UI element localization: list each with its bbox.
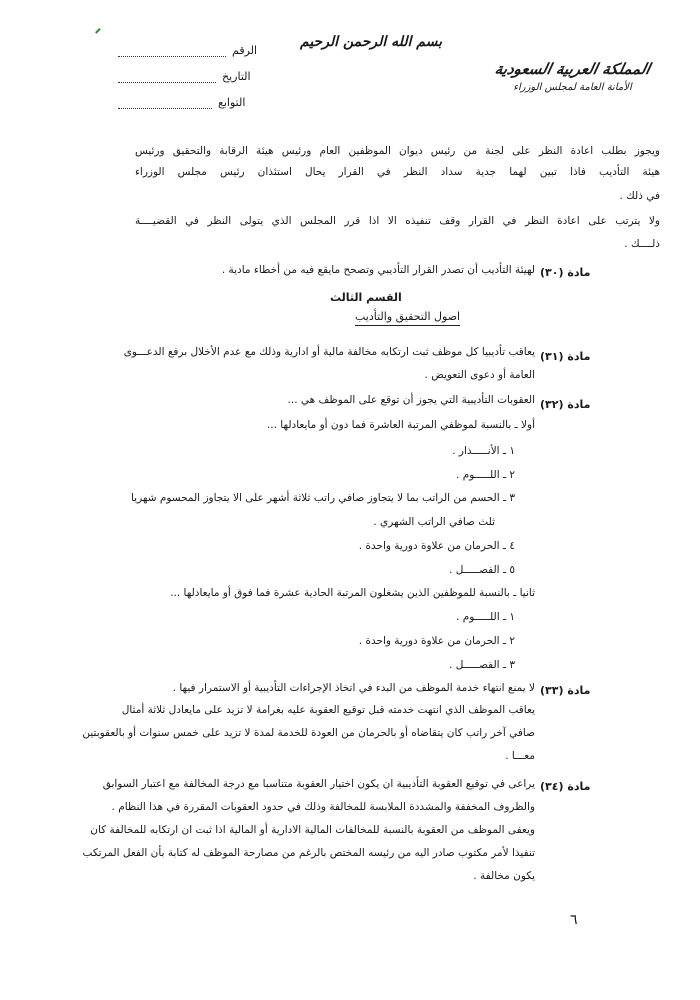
intro-p1-line3: في ذلك . — [619, 190, 660, 202]
penalty-group1-item2: ٢ ـ اللـــــوم . — [456, 469, 515, 481]
article-33-line3: صافي آخر راتب كان يتقاضاه أو بالحرمان من العودة للخدمة لمدة لا تزيد على خمس سنوات أو بالعقوبتين — [82, 727, 535, 739]
letterhead — [470, 60, 675, 93]
penalty-group2-item2: ٢ ـ الحرمان من علاوة دورية واحدة . — [358, 635, 515, 647]
intro-p2-line1: ولا يترتب على اعادة النظر في القرار وقف تنفيذه الا اذا قرر المجلس الذي يتولى النظر في القضيــــة — [135, 215, 660, 227]
attachments-label: التوابع — [218, 96, 246, 109]
secretariat-name: الأمانة العامة لمجلس الوزراء — [513, 82, 632, 93]
attachments-field — [118, 108, 212, 109]
article-32-label: مادة (٣٢) — [540, 398, 591, 411]
article-34-label: مادة (٣٤) — [540, 780, 591, 793]
date-label: التاريخ — [222, 70, 251, 83]
article-33-line4: معـــا . — [505, 750, 535, 762]
penalty-group1-item4: ٤ ـ الحرمان من علاوة دورية واحدة . — [358, 540, 515, 552]
penalty-group1-heading: أولا ـ بالنسبة لموظفي المرتبة العاشرة فما دون أو مايعادلها ... — [266, 419, 535, 431]
article-34-line4: تنفيذا لأمر مكتوب صادر اليه من رئيسه المختص بالرغم من مصارحة الموظف له كتابة بأن الفعل المرتكب — [82, 847, 535, 859]
intro-p1-line1: ويجوز بطلب اعادة النظر على لجنة من رئيس ديوان الموظفين العام ورئيس هيئة الرقابة والتحقيق ورئيس — [135, 145, 660, 157]
article-34-line3: ويعفى الموظف من العقوبة بالنسبة للمخالفات المالية الادارية أو المالية اذا ثبت ان ارتكابه للمخالفة كان — [90, 824, 535, 836]
article-34-line5: يكون مخالفة . — [473, 870, 535, 882]
article-30-label: مادة (٣٠) — [540, 266, 591, 279]
article-34-line1: يراعى في توقيع العقوبة التأديبية ان يكون اختيار العقوبة متناسبا مع درجة المخالفة مع اعتبار السوابق — [102, 778, 535, 790]
date-field — [118, 82, 216, 83]
penalty-group2-heading: ثانيا ـ بالنسبة للموظفين الذين يشغلون المرتبة الحادية عشرة فما فوق أو مايعادلها ... — [170, 587, 535, 599]
article-33-label: مادة (٣٣) — [540, 684, 591, 697]
number-field — [118, 56, 226, 57]
corner-mark — [95, 28, 105, 38]
number-label: الرقم — [232, 44, 258, 57]
intro-p2-line2: ذلــــك . — [624, 238, 660, 250]
article-31-line1: يعاقب تأديبيا كل موظف ثبت ارتكابه مخالفة مالية أو ادارية وذلك مع عدم الأخلال برفع الدعـــوى — [123, 346, 535, 358]
penalty-group2-item3: ٣ ـ الفصـــــل . — [449, 659, 515, 671]
article-33-line1: لا يمنع انتهاء خدمة الموظف من البدء في اتخاذ الإجراءات التأديبية أو الاستمرار فيها . — [172, 682, 535, 694]
article-32-line1: العقوبات التأديبية التي يجوز أن توقع على الموظف هي ... — [287, 394, 535, 406]
page-end-mark: ٦ — [570, 912, 578, 928]
penalty-group1-item1: ١ ـ الأنـــــذار . — [452, 445, 515, 457]
article-33-line2: يعاقب الموظف الذي انتهت خدمته قبل توقيع العقوبة عليه بغرامة لا تزيد على مايعادل ثلاثة أمثال — [121, 704, 535, 716]
intro-p1-line2: هيئة التأديب فاذا تبين لهما جدية سداد النظر في القرار يحال استئذان رئيس مجلس الوزراء — [135, 166, 660, 178]
section-subtitle: اصول التحقيق والتأديب — [355, 310, 460, 326]
penalty-group1-item3: ٣ ـ الحسم من الراتب بما لا يتجاوز صافي راتب ثلاثة أشهر على الا يتجاوز المحسوم شهريا — [130, 492, 515, 504]
article-31-label: مادة (٣١) — [540, 350, 591, 363]
section-title: القسم الثالث — [330, 291, 402, 304]
article-31-line2: العامة أو دعوى التعويض . — [424, 369, 535, 381]
penalty-group1-item5: ٥ ـ الفصـــــل . — [449, 564, 515, 576]
article-30-line1: لهيئة التأديب أن تصدر القرار التأديبي وتصحح مايقع فيه من أخطاء مادية . — [221, 264, 535, 276]
penalty-group2-item1: ١ ـ اللـــــوم . — [456, 611, 515, 623]
basmala: بسم الله الرحمن الرحيم — [300, 34, 442, 50]
article-34-line2: والظروف المخففة والمشددة الملابسة للمخالفة وذلك في حدود العقوبات المقررة في هذا النظام . — [111, 801, 535, 813]
kingdom-name: المملكة العربية السعودية — [493, 60, 652, 78]
penalty-group1-item3-cont: ثلث صافي الراتب الشهري . — [373, 516, 495, 528]
